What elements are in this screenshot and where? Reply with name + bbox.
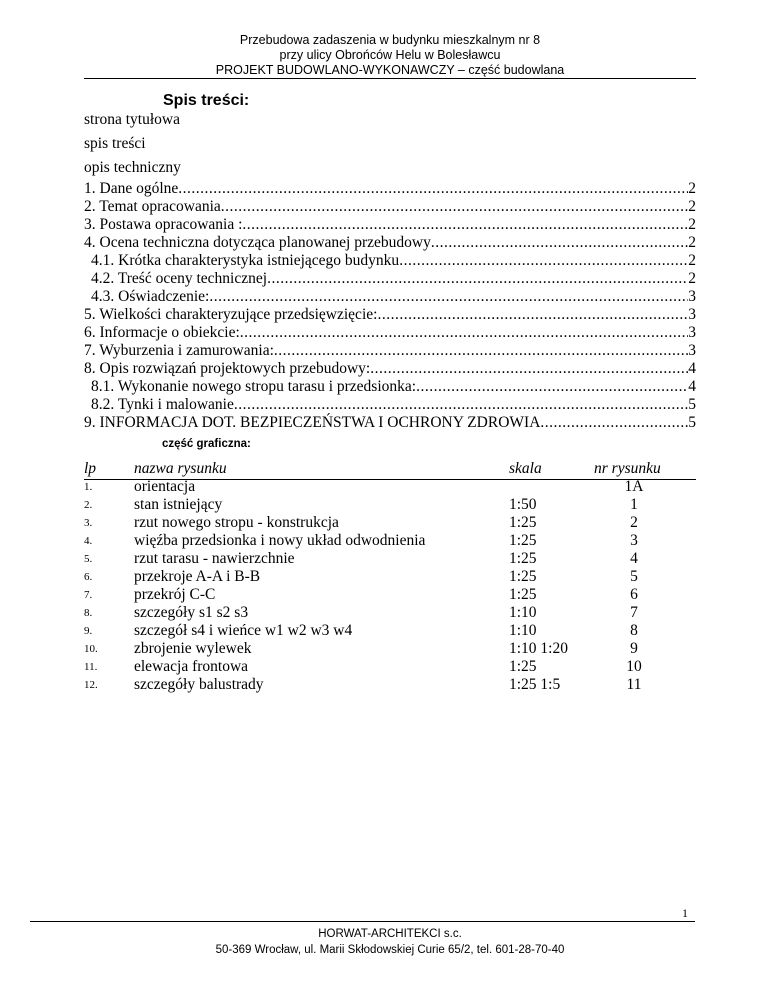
toc-entry[interactable]: [84, 306, 696, 324]
toc-entry[interactable]: [84, 342, 696, 360]
header-rule: [84, 78, 696, 79]
toc-entry-title: 5. Wielkości charakteryzujące przedsięwzięcie:: [84, 306, 378, 323]
toc-dot-leader: [431, 234, 688, 252]
drawing-number: 3: [630, 532, 638, 549]
toc-dot-leader: [178, 180, 688, 198]
drawing-lp: 5.: [84, 553, 93, 565]
document-footer: [84, 926, 696, 958]
drawing-number: 4: [630, 550, 638, 567]
drawings-table-header: [84, 460, 696, 478]
table-row: [84, 532, 696, 550]
toc-entry[interactable]: [84, 360, 696, 378]
drawing-name: elewacja frontowa: [134, 658, 249, 675]
table-row: [84, 514, 696, 532]
toc-dot-leader: [540, 414, 688, 432]
toc-entry-title: 8.2. Tynki i malowanie: [91, 396, 234, 413]
toc-dot-leader: [377, 306, 688, 324]
document-header: [84, 33, 696, 78]
toc-dot-leader: [267, 270, 688, 288]
toc-entry-page: 2: [688, 270, 696, 287]
toc-entry[interactable]: [84, 234, 696, 252]
toc-entry-page: 2: [688, 216, 696, 233]
drawing-number: 6: [630, 586, 638, 603]
drawing-lp: 6.: [84, 571, 93, 583]
toc-entry[interactable]: [84, 414, 696, 432]
table-row: [84, 604, 696, 622]
table-row: [84, 478, 696, 496]
drawing-scale: 1:25 1:5: [509, 676, 561, 693]
toc-title: Spis treści:: [163, 92, 250, 109]
toc-entry-page: 4: [688, 378, 696, 395]
drawing-scale: 1:25: [509, 658, 537, 675]
drawing-scale: 1:25: [509, 586, 537, 603]
header-project-line: PROJEKT BUDOWLANO-WYKONAWCZY – część budowlana: [215, 63, 565, 77]
header-scale: skala: [509, 460, 542, 477]
toc-dot-leader: [240, 324, 688, 342]
drawing-name: rzut nowego stropu - konstrukcja: [134, 514, 339, 531]
drawing-scale: 1:50: [509, 496, 537, 513]
drawing-name: zbrojenie wylewek: [134, 640, 252, 657]
footer-rule: [30, 921, 695, 922]
footer-address: 50-369 Wrocław, ul. Marii Skłodowskiej Curie 65/2, tel. 601-28-70-40: [215, 944, 565, 956]
header-name: nazwa rysunku: [134, 460, 227, 477]
toc-entry-page: 3: [688, 306, 696, 323]
toc-entry[interactable]: [84, 396, 696, 414]
drawing-number: 1A: [624, 478, 644, 495]
drawing-lp: 1.: [84, 481, 93, 493]
drawing-lp: 4.: [84, 535, 93, 547]
toc-dot-leader: [209, 288, 688, 306]
toc-entry[interactable]: [84, 288, 696, 306]
toc-entry[interactable]: [84, 198, 696, 216]
toc-entry-page: 3: [688, 342, 696, 359]
table-row: [84, 550, 696, 568]
toc-entry[interactable]: [84, 216, 696, 234]
toc-entry-page: 3: [688, 324, 696, 341]
toc-entry-title: 6. Informacje o obiekcie:: [84, 324, 240, 341]
toc-entry-title: 4.3. Oświadczenie:: [91, 288, 210, 305]
toc-entry-title: 8. Opis rozwiązań projektowych przebudowy:: [84, 360, 371, 377]
toc-entry[interactable]: [84, 378, 696, 396]
drawings-table-body: [84, 478, 696, 694]
intro-item: strona tytułowa: [84, 111, 180, 128]
toc-dot-leader: [399, 252, 688, 270]
toc-entry-title: 9. INFORMACJA DOT. BEZPIECZEŃSTWA I OCHRONY ZDROWIA: [84, 414, 541, 431]
header-nr: nr rysunku: [594, 460, 661, 477]
drawing-name: przekrój C-C: [134, 586, 216, 603]
footer-company: HORWAT-ARCHITEKCI s.c.: [318, 928, 462, 940]
toc-entry-title: 7. Wyburzenia i zamurowania:: [84, 342, 274, 359]
drawing-lp: 2.: [84, 499, 93, 511]
drawing-lp: 8.: [84, 607, 93, 619]
drawing-scale: 1:25: [509, 550, 537, 567]
toc-dot-leader: [221, 198, 688, 216]
header-address-line: przy ulicy Obrońców Helu w Bolesławcu: [279, 48, 501, 62]
drawing-lp: 9.: [84, 625, 93, 637]
intro-item: opis techniczny: [84, 159, 181, 176]
page-number: 1: [682, 906, 688, 920]
toc-entry[interactable]: [84, 252, 696, 270]
toc-entry-title: 1. Dane ogólne: [84, 180, 179, 197]
drawing-number: 8: [630, 622, 638, 639]
drawing-number: 1: [630, 496, 638, 513]
toc-dot-leader: [242, 216, 688, 234]
drawing-scale: 1:10: [509, 622, 537, 639]
drawing-number: 9: [630, 640, 638, 657]
toc-entry-page: 5: [688, 414, 696, 431]
table-row: [84, 568, 696, 586]
toc-entry-page: 2: [688, 234, 696, 251]
drawing-name: orientacja: [134, 478, 196, 495]
drawing-number: 7: [630, 604, 638, 621]
table-of-contents: [84, 180, 696, 432]
toc-entry-page: 2: [688, 198, 696, 215]
table-row: [84, 640, 696, 658]
toc-dot-leader: [416, 378, 688, 396]
drawing-name: szczegóły balustrady: [134, 676, 264, 693]
header-title-line: Przebudowa zadaszenia w budynku mieszkalnym nr 8: [239, 33, 541, 47]
intro-item: spis treści: [84, 135, 146, 152]
drawing-scale: 1:25: [509, 532, 537, 549]
toc-entry-page: 4: [688, 360, 696, 377]
table-row: [84, 658, 696, 676]
toc-entry[interactable]: [84, 180, 696, 198]
table-row: [84, 676, 696, 694]
table-row: [84, 586, 696, 604]
table-row: [84, 622, 696, 640]
toc-dot-leader: [234, 396, 688, 414]
drawing-lp: 12.: [84, 679, 98, 691]
toc-dot-leader: [274, 342, 688, 360]
drawing-scale: 1:10 1:20: [509, 640, 568, 657]
toc-entry-page: 2: [688, 252, 696, 269]
toc-entry[interactable]: [84, 324, 696, 342]
drawing-name: więźba przedsionka i nowy układ odwodnienia: [134, 532, 426, 549]
toc-entry-title: 3. Postawa opracowania :: [84, 216, 243, 233]
drawing-number: 11: [626, 676, 642, 693]
toc-entry-title: 8.1. Wykonanie nowego stropu tarasu i przedsionka:: [91, 378, 417, 395]
table-row: [84, 496, 696, 514]
table-header-rule: [84, 479, 696, 480]
drawing-name: przekroje A-A i B-B: [134, 568, 261, 585]
toc-entry-title: 2. Temat opracowania: [84, 198, 221, 215]
drawing-lp: 10.: [84, 643, 98, 655]
toc-entry-title: 4. Ocena techniczna dotycząca planowanej przebudowy: [84, 234, 431, 251]
toc-entry-title: 4.2. Treść oceny technicznej: [91, 270, 268, 287]
drawing-number: 5: [630, 568, 638, 585]
drawing-name: rzut tarasu - nawierzchnie: [134, 550, 295, 567]
drawing-scale: 1:25: [509, 514, 537, 531]
drawing-scale: 1:10: [509, 604, 537, 621]
toc-entry-title: 4.1. Krótka charakterystyka istniejącego budynku: [91, 252, 400, 269]
drawings-table: [84, 460, 696, 694]
toc-entry[interactable]: [84, 270, 696, 288]
graphic-section-title: część graficzna:: [162, 438, 251, 450]
drawing-lp: 3.: [84, 517, 93, 529]
drawing-lp: 7.: [84, 589, 93, 601]
drawing-name: szczegół s4 i wieńce w1 w2 w3 w4: [134, 622, 353, 639]
drawing-name: szczegóły s1 s2 s3: [134, 604, 249, 621]
drawing-number: 2: [630, 514, 638, 531]
drawing-name: stan istniejący: [134, 496, 223, 513]
drawing-lp: 11.: [84, 661, 98, 673]
drawing-number: 10: [626, 658, 642, 675]
drawing-scale: 1:25: [509, 568, 537, 585]
toc-entry-page: 2: [688, 180, 696, 197]
toc-entry-page: 5: [688, 396, 696, 413]
header-lp: lp: [84, 460, 97, 477]
toc-entry-page: 3: [688, 288, 696, 305]
toc-dot-leader: [370, 360, 688, 378]
